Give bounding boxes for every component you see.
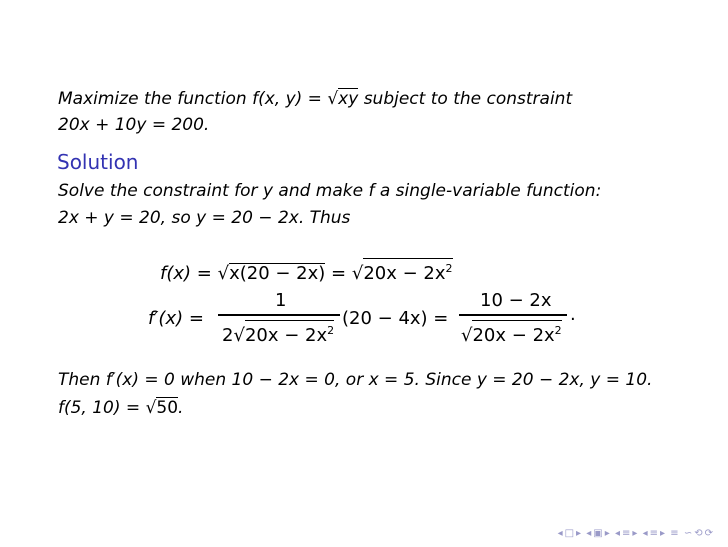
eq1-radicand-1: x(20 − 2x) <box>229 263 326 284</box>
nav-right-icon[interactable]: ▸ <box>660 528 666 539</box>
solution-heading: Solution <box>57 150 139 174</box>
conclusion-radicand: 50 <box>156 398 179 418</box>
solution-intro: Solve the constraint for y and make f a single-variable function: <box>58 181 602 201</box>
subsection-icon[interactable]: ▣ <box>593 528 603 539</box>
menu-icon[interactable]: ≡ <box>670 528 679 539</box>
equation-1 <box>160 258 453 284</box>
nav-left-icon[interactable]: ◂ <box>557 528 563 539</box>
eq2-fraction-bar-2 <box>459 314 567 316</box>
document-icon[interactable]: ≡ <box>649 528 659 539</box>
back-icon[interactable]: ⟲ <box>694 528 703 539</box>
eq2-den1-radicand-text: 20x − 2x <box>244 325 328 346</box>
nav-left-icon[interactable]: ◂ <box>614 528 620 539</box>
problem-line-1 <box>58 88 572 109</box>
search-icon[interactable]: ∽ <box>683 528 693 539</box>
problem-text: Maximize the function <box>58 89 253 109</box>
nav-right-icon[interactable]: ▸ <box>604 528 610 539</box>
eq2-den1-coef: 2 <box>222 325 234 346</box>
section-icon[interactable]: ≡ <box>622 528 631 539</box>
sqrt-symbol: √ <box>217 263 230 284</box>
eq2-period: . <box>570 304 576 325</box>
eq2-fraction-bar-1 <box>218 314 340 316</box>
eq2-denominator-2 <box>461 320 562 346</box>
eq1-radicand-2 <box>363 258 452 283</box>
eq2-den1-radicand <box>245 320 334 345</box>
eq2-den2-radicand <box>472 320 561 345</box>
eq2-numerator-2: 10 − 2x <box>480 290 552 311</box>
eq2-numerator-1: 1 <box>275 290 287 311</box>
nav-right-icon[interactable]: ▸ <box>576 528 582 539</box>
eq2-denominator-1 <box>222 320 334 346</box>
function-expression: f(x, y) = <box>252 89 328 109</box>
eq1-radicand-2-text: 20x − 2x <box>363 263 446 284</box>
frame-icon[interactable]: □ <box>564 528 575 539</box>
problem-line-2: 20x + 10y = 200. <box>58 115 210 135</box>
sqrt-symbol: √ <box>461 325 473 346</box>
solution-line-2: 2x + y = 20, so y = 20 − 2x. Thus <box>58 208 351 228</box>
eq2-middle: (20 − 4x) = <box>342 308 449 329</box>
sqrt-symbol: √ <box>351 263 364 284</box>
eq2-den2-exponent: 2 <box>554 324 562 337</box>
conclusion-line-2 <box>58 397 183 418</box>
conclusion-expression: f(5, 10) = <box>58 398 146 418</box>
nav-left-icon[interactable]: ◂ <box>586 528 592 539</box>
conclusion-line-1: Then f′(x) = 0 when 10 − 2x = 0, or x = 5. Since y = 20 − 2x, y = 10. <box>58 370 653 390</box>
sqrt-radicand: xy <box>338 89 359 109</box>
eq2-lhs: f′(x) = <box>148 308 204 329</box>
sqrt-symbol: √ <box>233 325 245 346</box>
eq1-exponent: 2 <box>445 262 453 275</box>
sqrt-symbol: √ <box>327 89 339 109</box>
forward-icon[interactable]: ⟳ <box>704 528 713 539</box>
nav-right-icon[interactable]: ▸ <box>632 528 638 539</box>
sqrt-symbol: √ <box>145 398 157 418</box>
nav-left-icon[interactable]: ◂ <box>642 528 648 539</box>
navigation-bar <box>557 528 714 539</box>
eq1-lhs: f(x) = <box>160 263 212 284</box>
eq1-equals: = <box>331 263 347 284</box>
eq2-den2-radicand-text: 20x − 2x <box>472 325 555 346</box>
eq2-den1-exponent: 2 <box>327 324 335 337</box>
conclusion-period: . <box>178 398 184 418</box>
problem-text-end: subject to the constraint <box>358 89 573 109</box>
